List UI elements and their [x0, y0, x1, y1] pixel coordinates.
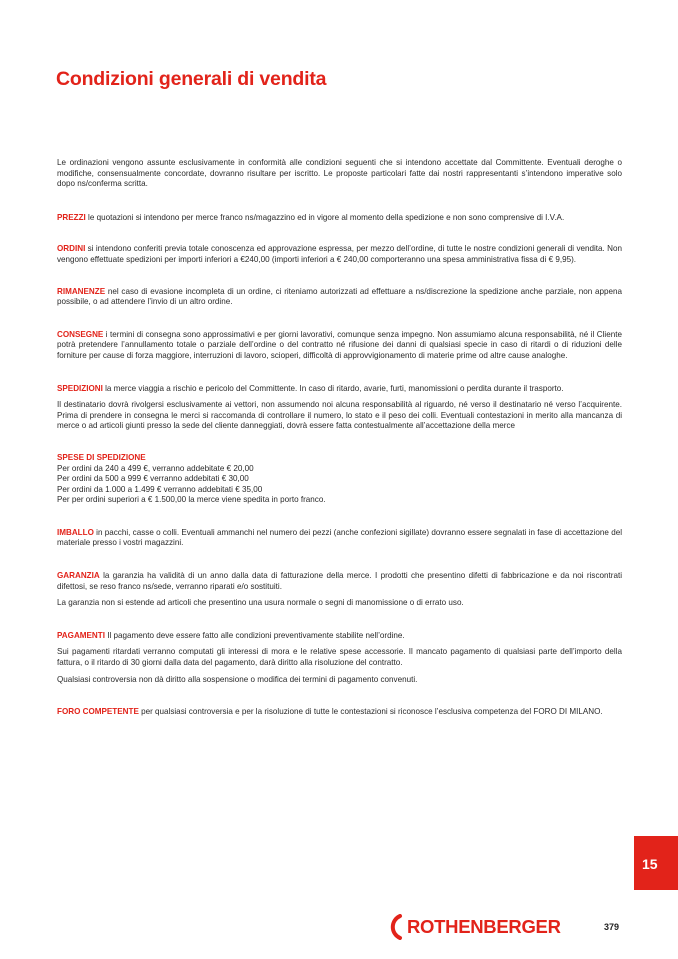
intro-paragraph: Le ordinazioni vengono assunte esclusivamente in conformità alle condizioni seguenti che si intendono accettate dal Committente. Eventuali deroghe o modifiche, consensualmente concordate, dovranno risultare per iscritto. Le proposte particolari fatte dai nostri rappresentanti s’intendono imperative solo dopo ns/conferma scritta. [57, 158, 622, 189]
logo-arc-icon [382, 914, 406, 940]
section-text: per qualsiasi controversia e per la risoluzione di tutte le contestazioni si riconosce l’esclusiva competenza del FORO DI MILANO. [138, 707, 603, 717]
section-text: le quotazioni si intendono per merce franco ns/magazzino ed in vigore al momento della spedizione e non sono comprensive di I.V.A. [85, 212, 565, 222]
section-prezzi [57, 213, 622, 224]
section-foro [57, 707, 622, 718]
pagamenti-paragraph-3: Qualsiasi controversia non dà diritto alla sospensione o modifica dei termini di pagamento convenuti. [57, 674, 418, 684]
section-heading: IMBALLO [57, 527, 94, 537]
section-heading: PAGAMENTI [57, 630, 105, 640]
spedizioni-paragraph-2: Il destinatario dovrà rivolgersi esclusivamente ai vettori, non assumendo noi alcuna responsabilità al riguardo, né verso il destinatario né verso l’acquirente. Prima di prendere in consegna le merci si raccomanda di controllare il numero, lo stato e il peso dei colli. Eventuali contestazioni in merito alla mancanza di merce o ad articoli giunti presso la sede del cliente danneggiati, dovrà essere fatta contestualmente all’accettazione della merce [57, 400, 622, 431]
section-heading: ORDINI [57, 244, 86, 254]
section-pagamenti [57, 631, 622, 642]
section-tab: 15 [634, 836, 678, 890]
section-ordini [57, 244, 622, 265]
garanzia-paragraph-2: La garanzia non si estende ad articoli che presentino una usura normale o segni di manomissione o di errato uso. [57, 598, 464, 608]
section-heading: CONSEGNE [57, 329, 104, 339]
pagamenti-paragraph-2: Sui pagamenti ritardati verranno computati gli interessi di mora e le relative spese accessorie. Il mancato pagamento di qualsiasi parte dell’importo della fattura, o il ritardo di 30 giorni dalla data del pagamento, darà diritto alla risoluzione del contratto. [57, 647, 622, 668]
section-text: nel caso di evasione incompleta di un ordine, ci riteniamo autorizzati ad effettuare a ns/discrezione la spedizione anche parziale, non appena possibile, o ad attendere l’invio di un altro ordine. [57, 286, 622, 307]
terms-content [57, 158, 622, 718]
section-heading: SPESE DI SPEDIZIONE [57, 452, 146, 462]
section-spedizioni [57, 384, 622, 395]
brand-logo [382, 912, 561, 942]
section-heading: RIMANENZE [57, 286, 106, 296]
section-heading: PREZZI [57, 212, 86, 222]
section-text: la garanzia ha validità di un anno dalla data di fatturazione della merce. I prodotti che presentino difetti di fabbricazione e da noi riscontrati difettosi, se reso franco ns/sede, verranno riparati e/o sostituiti. [57, 571, 622, 591]
section-spese [57, 453, 622, 506]
section-text: i termini di consegna sono approssimativi e per giorni lavorativi, comunque senza impegno. Non assumiamo alcuna responsabilità, né il Cliente potrà pretendere l’annullamento totale o parziale dell’ordine o del contratto né rifusione dei danni di qualsiasi specie in caso di ritardi o di riduzioni delle forniture per cause di forza maggiore, interruzioni di lavoro, scioperi, difficoltà di approvvigionamento di materie prime od altre cause analoghe. [57, 329, 622, 360]
spese-line: Per ordini da 1.000 a 1.499 € verranno addebitati € 35,00 [57, 484, 263, 494]
section-garanzia [57, 571, 622, 592]
section-text: si intendono conferiti previa totale conoscenza ed approvazione espressa, per mezzo dell’ordine, di tutte le nostre condizioni generali di vendita. Non vengono effettuate spedizioni per importi inferiori a €240,00 (importi inferiori a € 240,00 comporteranno una spesa amministrativa fissa di € 9,95). [57, 244, 622, 264]
section-text: in pacchi, casse o colli. Eventuali ammanchi nel numero dei pezzi (anche confezioni sigillate) dovranno essere segnalati in fase di accettazione del materiale presso i vostri magazzini. [57, 527, 622, 548]
section-consegne [57, 330, 622, 362]
page-number: 379 [604, 922, 620, 932]
section-heading: GARANZIA [57, 571, 100, 581]
page-title: Condizioni generali di vendita [56, 68, 327, 90]
spese-line: Per per ordini superiori a € 1.500,00 la merce viene spedita in porto franco. [57, 495, 326, 505]
section-imballo [57, 528, 622, 549]
section-text: Il pagamento deve essere fatto alle condizioni preventivamente stabilite nell’ordine. [104, 630, 405, 640]
section-text: la merce viaggia a rischio e pericolo del Committente. In caso di ritardo, avarie, furti, manomissioni o perdita durante il trasporto. [102, 383, 564, 393]
spese-line: Per ordini da 240 a 499 €, verranno addebitate € 20,00 [57, 463, 254, 473]
brand-name: ROTHENBERGER [407, 916, 561, 937]
section-rimanenze [57, 287, 622, 308]
spese-line: Per ordini da 500 a 999 € verranno addebitati € 30,00 [57, 474, 249, 484]
section-heading: FORO COMPETENTE [57, 707, 139, 717]
section-heading: SPEDIZIONI [57, 383, 103, 393]
